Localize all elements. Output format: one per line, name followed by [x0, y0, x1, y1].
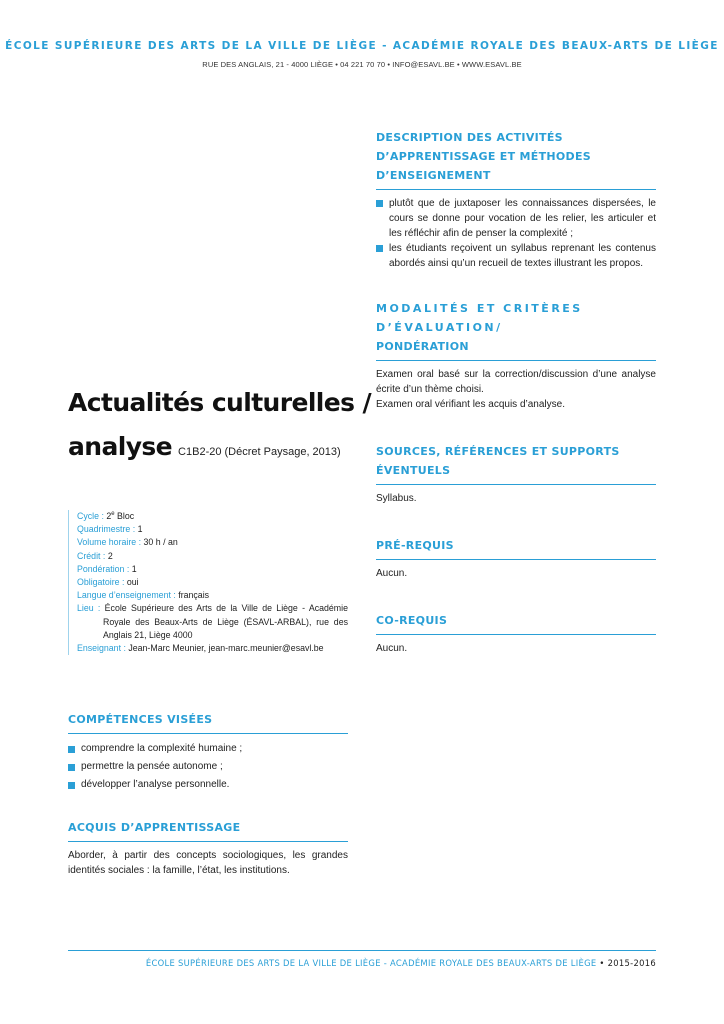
list-item-text: plutôt que de juxtaposer les connaissances dispersées, le cours se donne pour vocation de les relier, les articuler et les réfléchir afin de penser la complexité ;	[389, 198, 656, 239]
course-info-block	[68, 510, 348, 655]
info-ponderation	[77, 563, 348, 576]
info-label: Enseignant :	[77, 643, 129, 654]
section-divider	[68, 733, 348, 734]
section-corequis	[376, 611, 656, 656]
info-label: Lieu :	[77, 603, 105, 614]
section-heading-prerequis: PRÉ-REQUIS	[376, 539, 454, 552]
header-address: RUE DES ANGLAIS, 21 - 4000 LIÈGE • 04 221 70 70 • INFO@ESAVL.BE • WWW.ESAVL.BE	[202, 60, 522, 69]
description-list	[376, 196, 656, 271]
info-value: École Supérieure des Arts de la Ville de Liège - Académie Royale des Beaux-Arts de Liège (ÉSAVL-ARBAL), rue des Anglais 21, Liège 4000	[103, 603, 348, 640]
square-bullet-icon	[68, 782, 75, 789]
corequis-text: Aucun.	[376, 643, 408, 654]
square-bullet-icon	[376, 200, 383, 207]
info-label: Langue d’enseignement :	[77, 590, 179, 601]
prerequis-text: Aucun.	[376, 568, 408, 579]
info-value: 2	[107, 550, 113, 561]
course-title-line1: Actualités culturelles /	[68, 388, 372, 417]
square-bullet-icon	[68, 764, 75, 771]
info-label: Obligatoire :	[77, 577, 127, 588]
info-obligatoire	[77, 576, 348, 589]
list-item-text: comprendre la complexité humaine ;	[81, 743, 243, 754]
info-label: Pondération :	[77, 563, 132, 574]
modalites-text-1: Examen oral basé sur la correction/discussion d’une analyse écrite d’un thème choisi.	[376, 369, 656, 395]
info-value: Bloc	[114, 511, 135, 521]
info-label: Volume horaire :	[77, 537, 144, 548]
info-label: Quadrimestre :	[77, 524, 138, 535]
section-divider	[376, 634, 656, 635]
right-column	[376, 128, 656, 656]
section-heading-modalites-line1: MODALITÉS ET CRITÈRES D’ÉVALUATION/	[376, 302, 583, 334]
section-divider	[68, 841, 348, 842]
list-item	[376, 241, 656, 271]
info-value: français	[178, 590, 210, 601]
list-item-text: développer l’analyse personnelle.	[81, 779, 230, 790]
section-divider	[376, 360, 656, 361]
list-item	[68, 740, 348, 758]
info-volume	[77, 536, 348, 549]
info-credit	[77, 550, 348, 563]
info-lieu	[77, 602, 348, 642]
section-divider	[376, 189, 656, 190]
sources-text: Syllabus.	[376, 493, 417, 504]
course-code: C1B2-20 (Décret Paysage, 2013)	[178, 446, 341, 458]
list-item-text: permettre la pensée autonome ;	[81, 761, 223, 772]
footer	[68, 958, 656, 968]
section-heading-corequis: CO-REQUIS	[376, 614, 448, 627]
section-heading-competences: COMPÉTENCES VISÉES	[68, 713, 213, 726]
section-sources	[376, 442, 656, 506]
info-quadrimestre	[77, 523, 348, 536]
list-item-text: les étudiants reçoivent un syllabus reprenant les contenus abordés ainsi qu’un recueil de textes illustrant les propos.	[389, 243, 656, 269]
footer-school: ÉCOLE SUPÉRIEURE DES ARTS DE LA VILLE DE LIÈGE - ACADÉMIE ROYALE DES BEAUX-ARTS DE LIÈGE	[145, 958, 597, 968]
header-institution: ÉCOLE SUPÉRIEURE DES ARTS DE LA VILLE DE LIÈGE - ACADÉMIE ROYALE DES BEAUX-ARTS DE LIÈGE	[5, 40, 719, 52]
section-divider	[376, 484, 656, 485]
section-heading-description: DESCRIPTION DES ACTIVITÉS D’APPRENTISSAGE ET MÉTHODES D’ENSEIGNEMENT	[376, 131, 592, 182]
footer-separator: •	[596, 958, 608, 968]
info-langue	[77, 589, 348, 602]
course-title-line2	[68, 432, 341, 461]
list-item	[68, 758, 348, 776]
square-bullet-icon	[376, 245, 383, 252]
info-value: 1	[131, 563, 137, 574]
info-cycle	[77, 510, 348, 523]
section-prerequis	[376, 536, 656, 581]
info-value-sup: e	[111, 511, 115, 518]
info-enseignant	[77, 642, 348, 655]
section-acquis	[68, 818, 348, 878]
info-value: 2	[106, 511, 112, 521]
square-bullet-icon	[68, 746, 75, 753]
info-value: 1	[137, 524, 143, 535]
section-divider	[376, 559, 656, 560]
section-modalites	[376, 299, 656, 412]
info-value: oui	[126, 577, 139, 588]
section-heading-sources: SOURCES, RÉFÉRENCES ET SUPPORTS ÉVENTUELS	[376, 445, 620, 477]
acquis-text: Aborder, à partir des concepts sociologiques, les grandes identités sociales : la famille, l’état, les institutions.	[68, 850, 348, 876]
footer-divider	[68, 950, 656, 951]
section-competences	[68, 710, 348, 794]
info-value: Jean-Marc Meunier, jean-marc.meunier@esavl.be	[128, 643, 324, 654]
info-label: Crédit :	[77, 550, 108, 561]
info-value: 30 h / an	[143, 537, 178, 548]
footer-year: 2015-2016	[607, 958, 656, 968]
section-heading-modalites-line2: PONDÉRATION	[376, 340, 469, 353]
competences-list	[68, 740, 348, 794]
info-label: Cycle :	[77, 511, 107, 521]
section-heading-acquis: ACQUIS D’APPRENTISSAGE	[68, 821, 241, 834]
list-item	[376, 196, 656, 241]
course-title-word: analyse	[68, 432, 173, 461]
modalites-text-2: Examen oral vérifiant les acquis d’analyse.	[376, 399, 565, 410]
list-item	[68, 776, 348, 794]
left-column	[68, 710, 348, 878]
section-description	[376, 128, 656, 271]
